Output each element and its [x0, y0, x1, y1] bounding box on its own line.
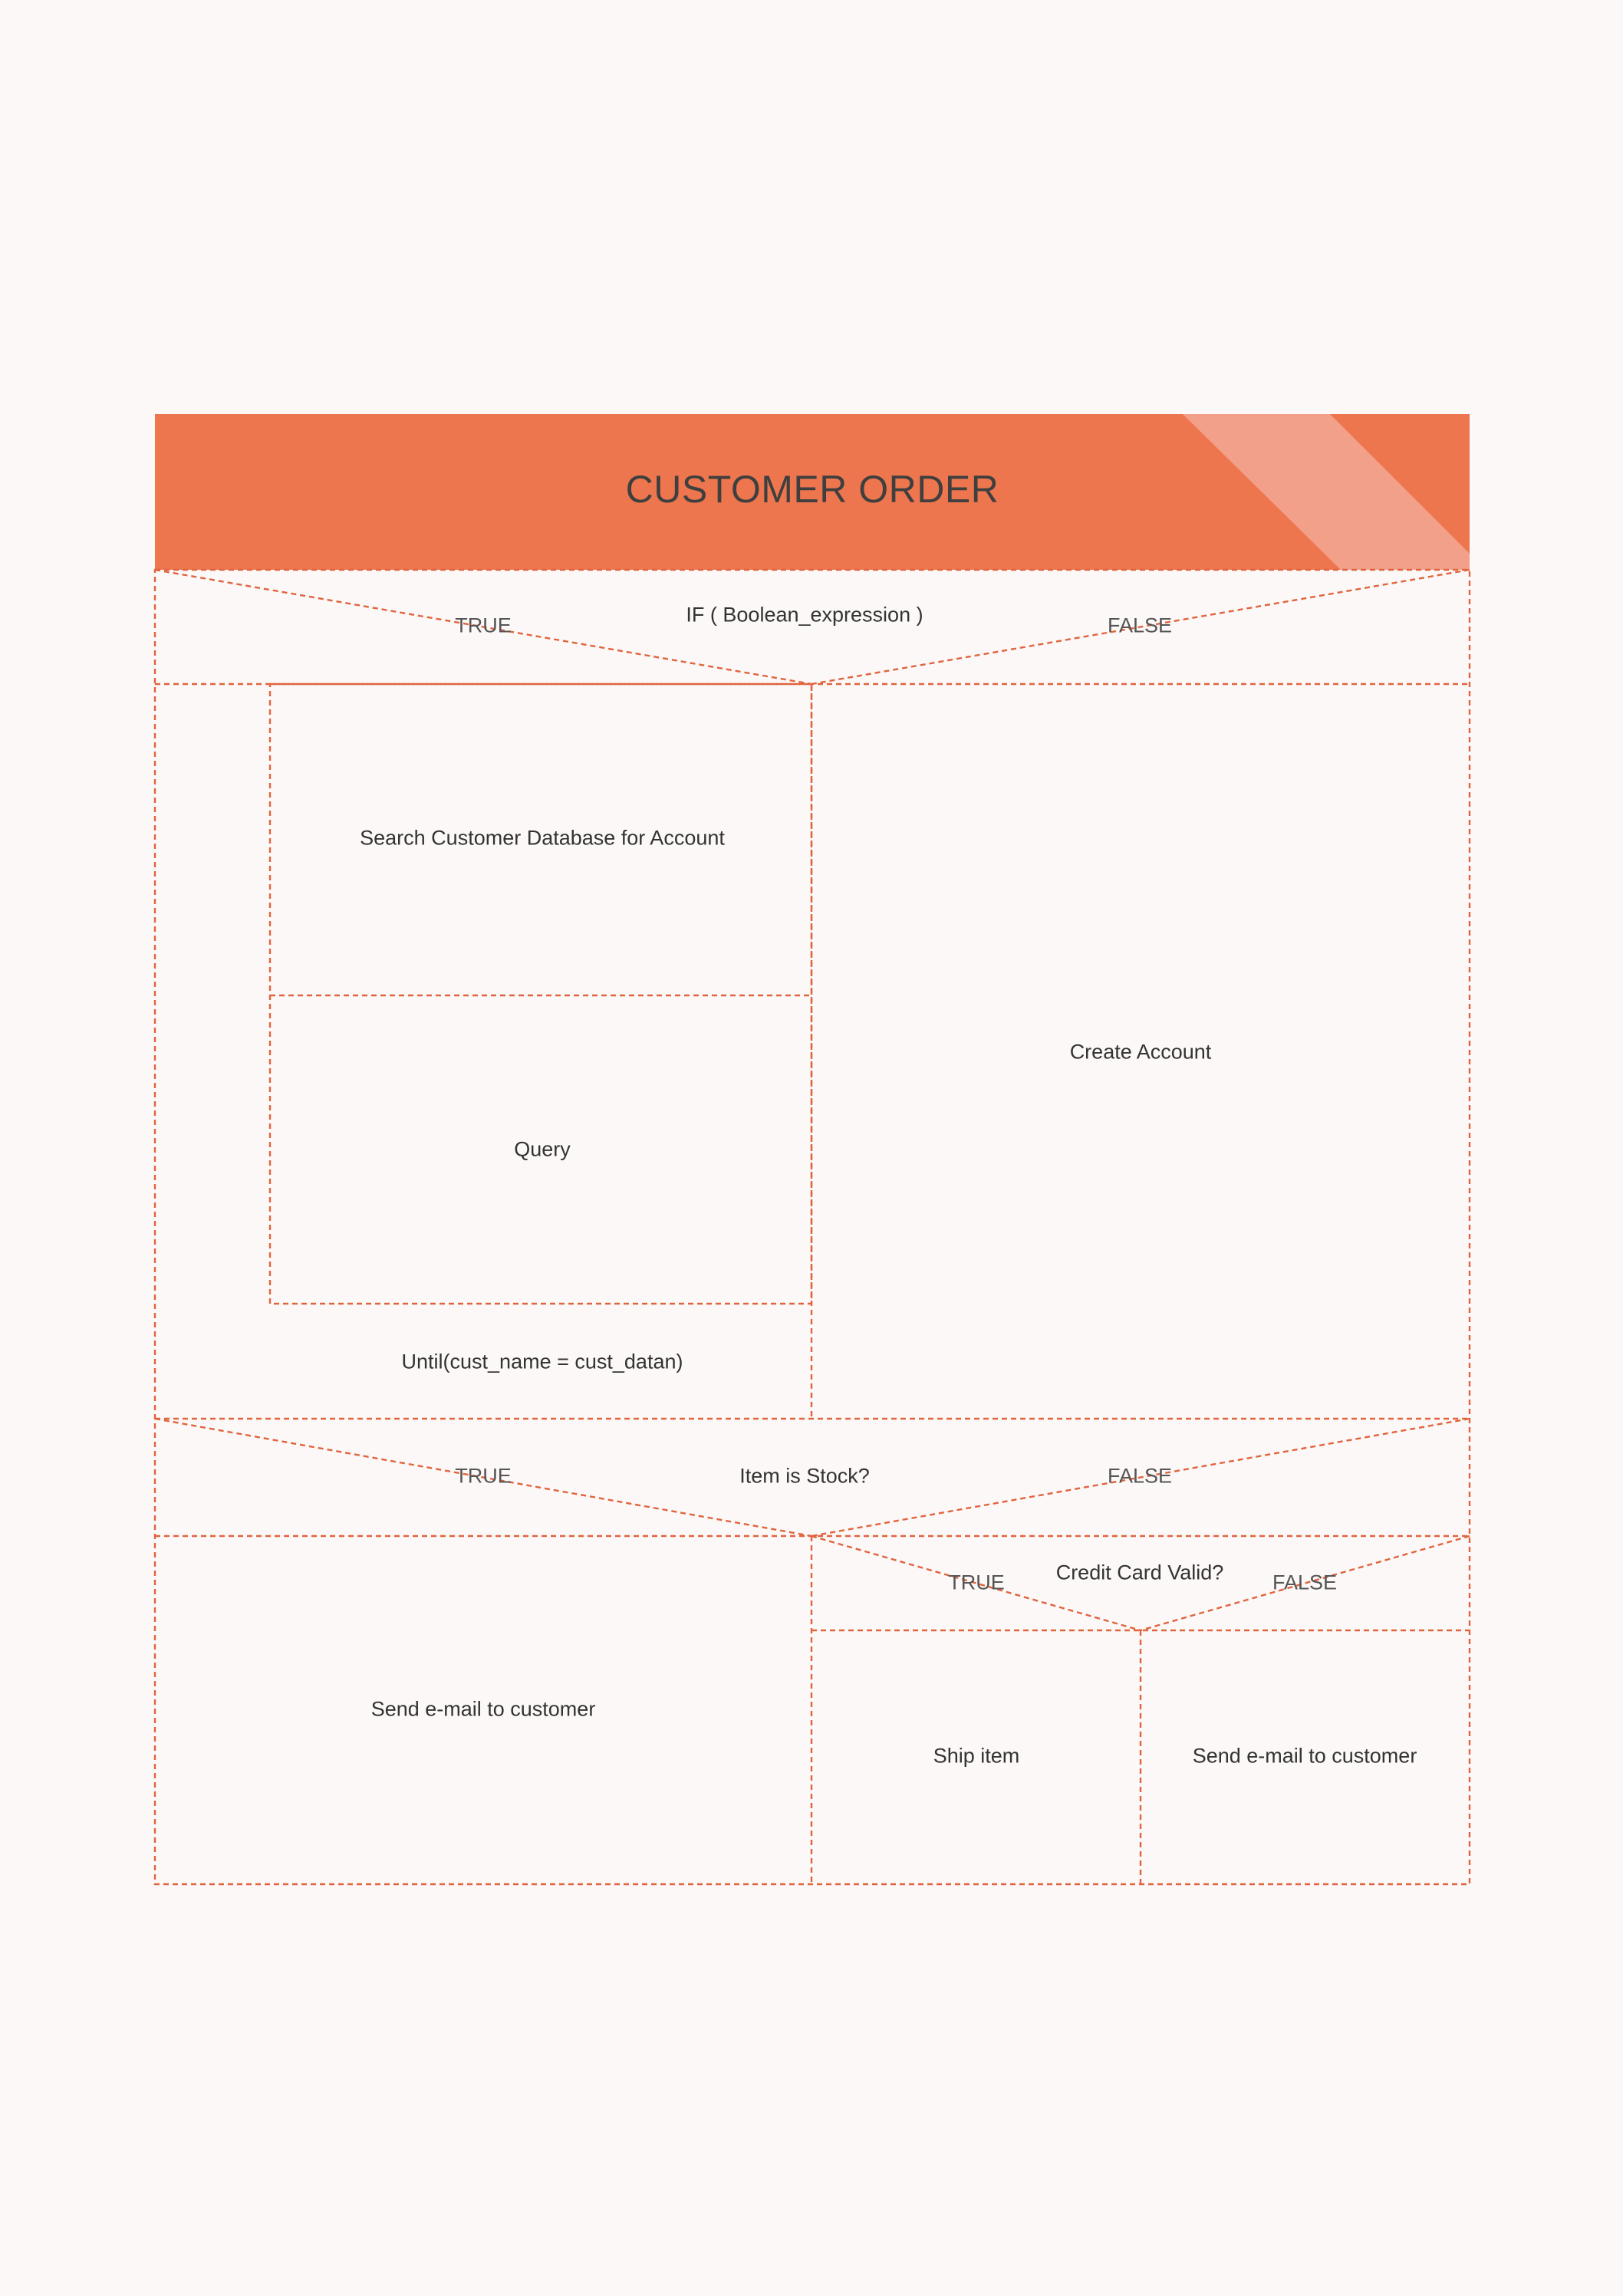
decision-1-true-label: TRUE: [455, 613, 512, 637]
decision-2-true-label: TRUE: [455, 1464, 512, 1488]
decision-3-false-label: FALSE: [1272, 1571, 1338, 1594]
send-email-step-2: Send e-mail to customer: [1192, 1744, 1417, 1768]
create-account-step: Create Account: [1069, 1040, 1212, 1064]
send-email-step-1: Send e-mail to customer: [370, 1697, 596, 1721]
diagram-title: CUSTOMER ORDER: [625, 468, 999, 511]
loop-body-frame: [270, 684, 812, 1304]
decision-1-false-label: FALSE: [1107, 613, 1173, 637]
decision-2-false-label: FALSE: [1107, 1464, 1173, 1488]
search-step: Search Customer Database for Account: [360, 826, 725, 850]
loop-condition: Until(cust_name = cust_datan): [401, 1350, 683, 1373]
decision-2-condition: Item is Stock?: [739, 1464, 870, 1488]
decision-1-condition: IF ( Boolean_expression ): [686, 603, 923, 627]
query-step: Query: [514, 1137, 571, 1161]
ship-item-step: Ship item: [933, 1744, 1020, 1768]
decision-3-true-label: TRUE: [948, 1571, 1005, 1594]
decision-3-condition: Credit Card Valid?: [1055, 1561, 1224, 1584]
